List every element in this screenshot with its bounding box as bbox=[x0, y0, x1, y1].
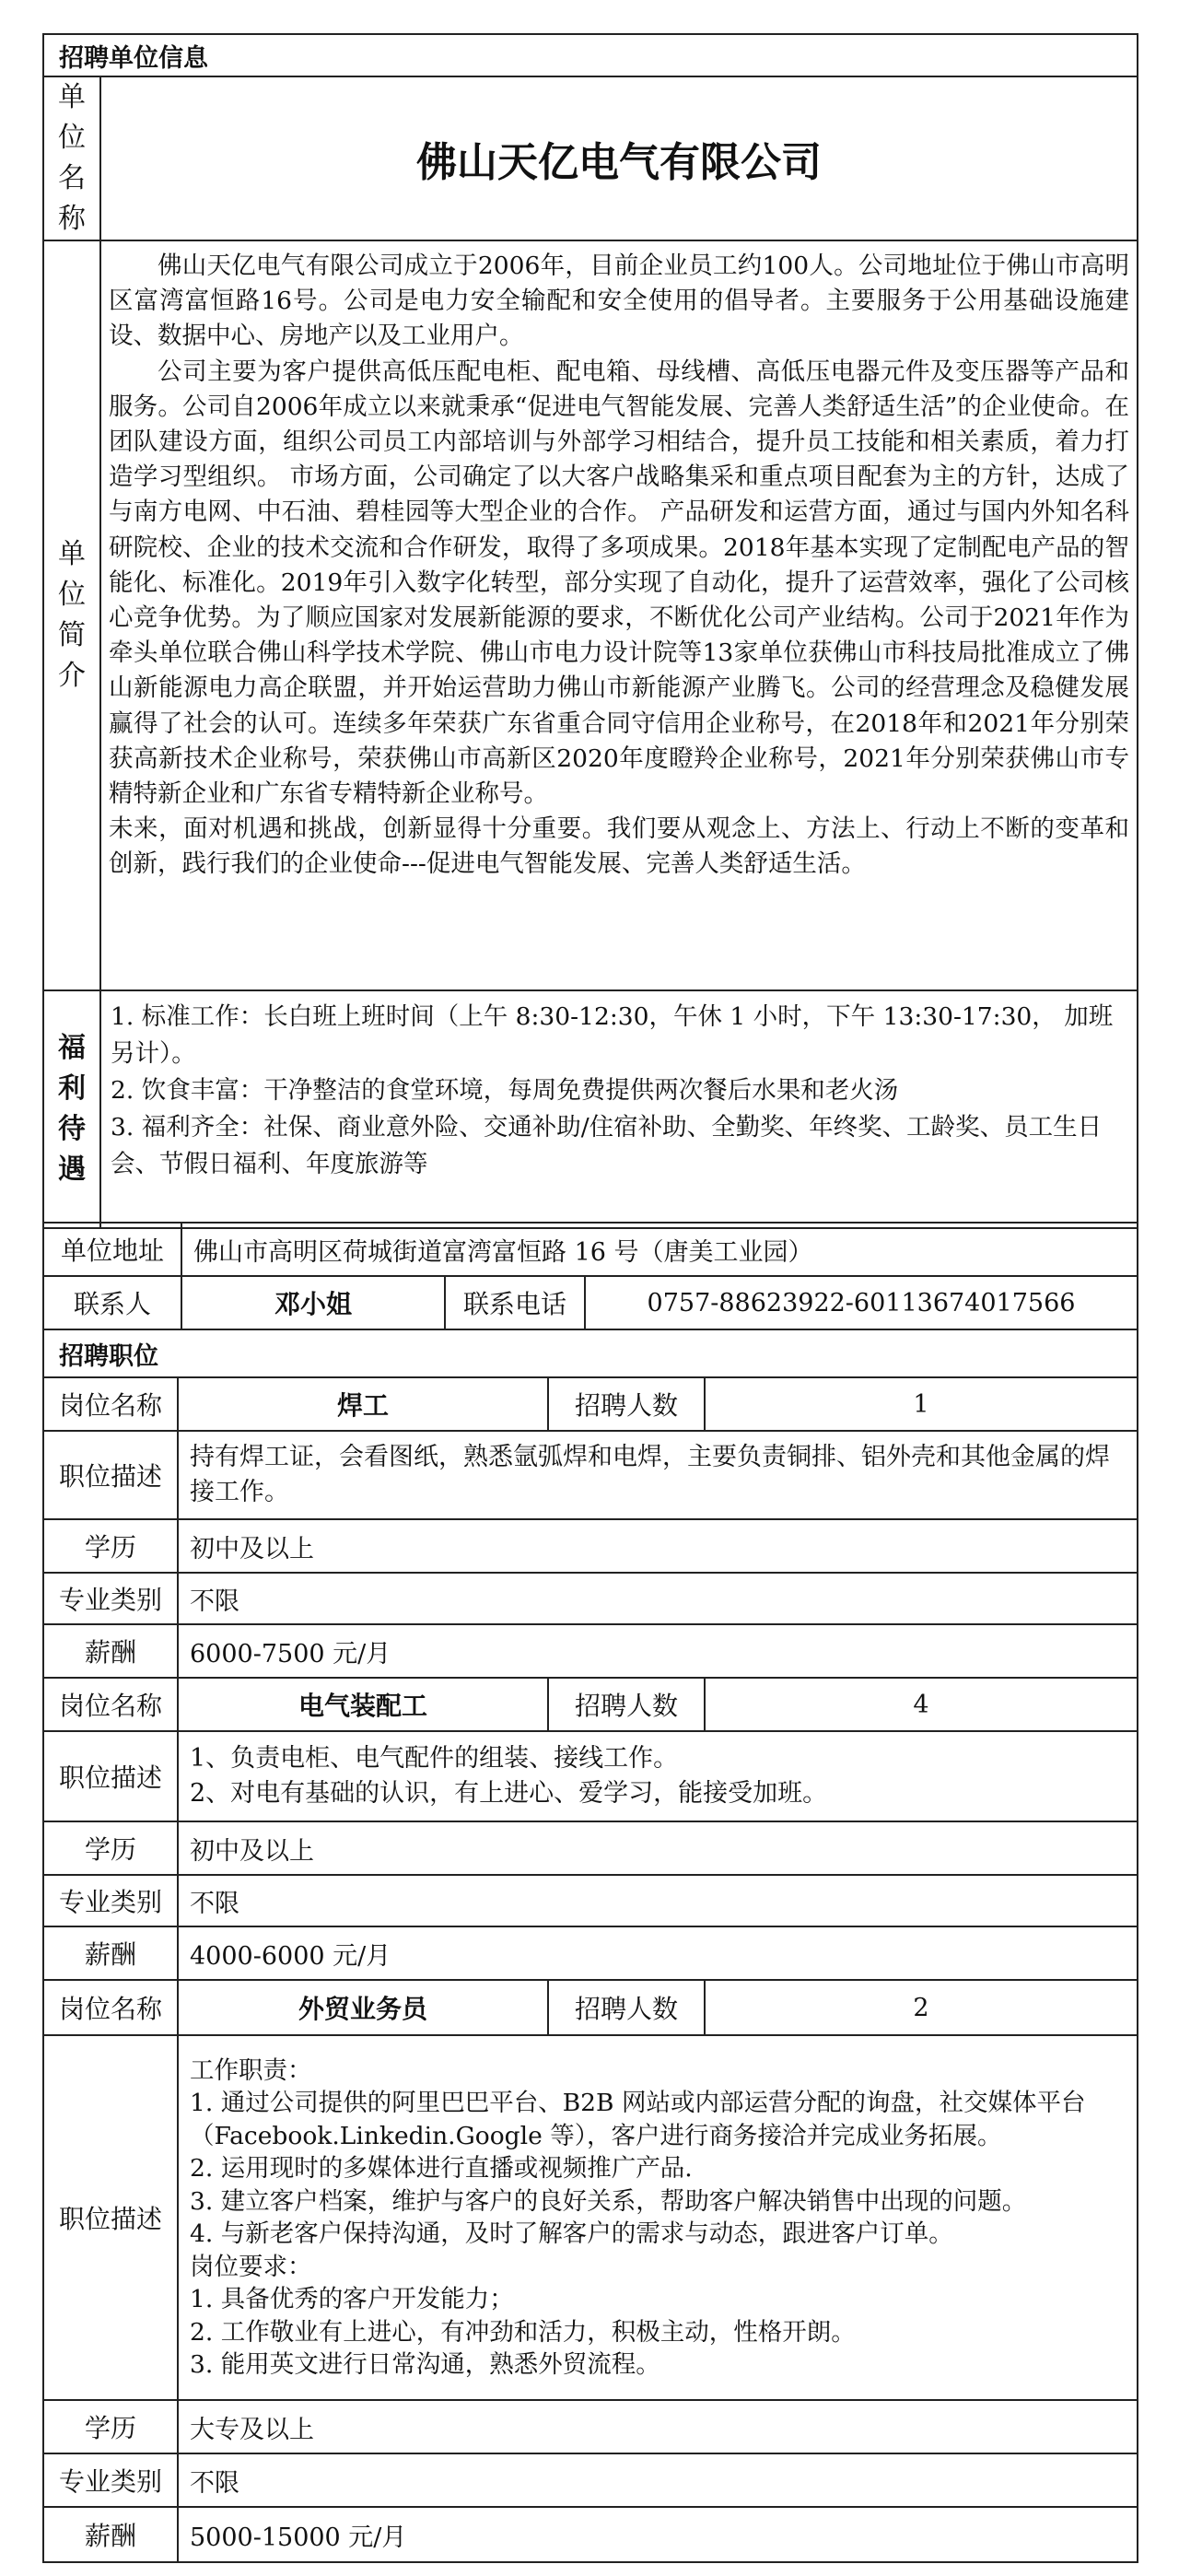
headcount-label: 招聘人数 bbox=[548, 1980, 705, 2035]
intro-paragraph: 公司主要为客户提供高低压配电柜、配电箱、母线槽、高低压电器元件及变压器等产品和服务。公司自2006年成立以来就秉承“促进电气智能发展、完善人类舒适生活”的企业使命。在团队建设方面，组织公司员工内部培训与外部学习相结合，提升员工技能和相关素质，着力打造学习型组织。 市场方面，公司确定了以大客户战略集采和重点项目配套为主的方针，达成了与南方电网、中石油、碧桂园等大型企业的合作。 产品研发和运营方面，通过与国内外知名科研院校、企业的技术交流和合作研发，取得了多项成果。2018年基本实现了定制配电产品的智能化、标准化。2019年引入数字化转型，部分实现了自动化，提升了运营效率，强化了公司核心竞争优势。为了顺应国家对发展新能源的要求，不断优化公司产业结构。公司于2021年作为牵头单位联合佛山科学技术学院、佛山市电力设计院等13家单位获佛山市科技局批准成立了佛山新能源电力高企联盟，并开始运营助力佛山市新能源产业腾飞。公司的经营理念及稳健发展赢得了社会的认可。连续多年荣获广东省重合同守信用企业称号，在2018年和2021年分别荣获高新技术企业称号，荣获佛山市高新区2020年度瞪羚企业称号，2021年分别荣获佛山市专精特新企业和广东省专精特新企业称号。 bbox=[109, 357, 1129, 809]
job-description bbox=[178, 1731, 1138, 1821]
company-info-table bbox=[42, 33, 1138, 1229]
job-description bbox=[178, 2035, 1138, 2400]
education-label: 学历 bbox=[43, 2400, 178, 2453]
headcount-label: 招聘人数 bbox=[548, 1678, 705, 1731]
description-line: 4. 与新老客户保持沟通，及时了解客户的需求与动态，跟进客户订单。 bbox=[190, 2219, 953, 2248]
description-line: 3. 能用英文进行日常沟通，熟悉外贸流程。 bbox=[190, 2350, 660, 2379]
section-title-company: 招聘单位信息 bbox=[43, 34, 1138, 76]
major-label: 专业类别 bbox=[43, 1875, 178, 1926]
benefit-item: 2. 饮食丰富：干净整洁的食堂环境，每周免费提供两次餐后水果和老火汤 bbox=[111, 1076, 899, 1105]
intro-paragraph: 未来，面对机遇和挑战，创新显得十分重要。我们要从观念上、方法上、行动上不断的变革和创新，践行我们的企业使命---促进电气智能发展、完善人类舒适生活。 bbox=[109, 814, 1129, 879]
education-label: 学历 bbox=[43, 1519, 178, 1573]
major-label: 专业类别 bbox=[43, 2453, 178, 2507]
job-education: 初中及以上 bbox=[178, 1821, 1138, 1875]
job-major: 不限 bbox=[178, 2453, 1138, 2507]
job-salary: 4000-6000 元/月 bbox=[178, 1926, 1138, 1980]
education-label: 学历 bbox=[43, 1821, 178, 1875]
job-major: 不限 bbox=[178, 1875, 1138, 1926]
address-value: 佛山市高明区荷城街道富湾富恒路 16 号（唐美工业园） bbox=[181, 1223, 1138, 1276]
description-line: 持有焊工证，会看图纸，熟悉氩弧焊和电焊，主要负责铜排、铝外壳和其他金属的焊接工作。 bbox=[190, 1443, 1110, 1506]
description-line: 工作职责： bbox=[190, 2055, 312, 2085]
description-label: 职位描述 bbox=[43, 1431, 178, 1519]
benefit-item: 1. 标准工作：长白班上班时间（上午 8:30-12:30，午休 1 小时，下午 13:30-17:30， 加班另计）。 bbox=[111, 1002, 1114, 1068]
description-label: 职位描述 bbox=[43, 1731, 178, 1821]
description-line: 2. 工作敬业有上进心，有冲劲和活力，积极主动，性格开朗。 bbox=[190, 2317, 856, 2347]
phone-value: 0757-88623922-60113674017566 bbox=[585, 1276, 1138, 1329]
salary-label: 薪酬 bbox=[43, 2507, 178, 2562]
position-label: 岗位名称 bbox=[43, 1678, 178, 1731]
description-line: 3. 建立客户档案，维护与客户的良好关系，帮助客户解决销售中出现的问题。 bbox=[190, 2186, 1027, 2216]
job-education: 初中及以上 bbox=[178, 1519, 1138, 1573]
contact-label: 联系人 bbox=[43, 1276, 181, 1329]
job-education: 大专及以上 bbox=[178, 2400, 1138, 2453]
position-label: 岗位名称 bbox=[43, 1980, 178, 2035]
jobs-table bbox=[42, 1376, 1138, 2563]
intro-paragraph: 佛山天亿电气有限公司成立于2006年，目前企业员工约100人。公司地址位于佛山市高明区富湾富恒路16号。公司是电力安全输配和安全使用的倡导者。主要服务于公用基础设施建设、数据中心、房地产以及工业用户。 bbox=[109, 252, 1129, 351]
address-label: 单位地址 bbox=[43, 1223, 181, 1276]
description-line: 2、对电有基础的认识，有上进心、爱学习，能接受加班。 bbox=[190, 1779, 828, 1808]
job-salary: 5000-15000 元/月 bbox=[178, 2507, 1138, 2562]
company-intro bbox=[100, 240, 1138, 990]
position-label: 岗位名称 bbox=[43, 1377, 178, 1431]
job-headcount: 4 bbox=[705, 1678, 1138, 1731]
contact-name: 邓小姐 bbox=[181, 1276, 445, 1329]
headcount-label: 招聘人数 bbox=[548, 1377, 705, 1431]
description-line: 2. 运用现时的多媒体进行直播或视频推广产品. bbox=[190, 2154, 693, 2183]
description-line: 岗位要求： bbox=[190, 2252, 312, 2281]
job-title: 电气装配工 bbox=[178, 1678, 548, 1731]
benefits-label: 福 利 待 遇 bbox=[43, 990, 100, 1228]
salary-label: 薪酬 bbox=[43, 1624, 178, 1678]
benefit-item: 3. 福利齐全：社保、商业意外险、交通补助/住宿补助、全勤奖、年终奖、工龄奖、员工生日会、节假日福利、年度旅游等 bbox=[111, 1113, 1103, 1178]
description-label: 职位描述 bbox=[43, 2035, 178, 2400]
description-line: 1. 通过公司提供的阿里巴巴平台、B2B 网站或内部运营分配的询盘，社交媒体平台（Facebook.Linkedin.Google 等），客户进行商务接洽并完成业务拓展。 bbox=[190, 2089, 1086, 2150]
phone-label: 联系电话 bbox=[445, 1276, 585, 1329]
major-label: 专业类别 bbox=[43, 1573, 178, 1624]
description-line: 1. 具备优秀的客户开发能力； bbox=[190, 2285, 514, 2313]
job-description bbox=[178, 1431, 1138, 1519]
job-headcount: 2 bbox=[705, 1980, 1138, 2035]
contact-table bbox=[42, 1222, 1138, 1378]
job-major: 不限 bbox=[178, 1573, 1138, 1624]
job-salary: 6000-7500 元/月 bbox=[178, 1624, 1138, 1678]
company-name: 佛山天亿电气有限公司 bbox=[100, 76, 1138, 240]
job-title: 焊工 bbox=[178, 1377, 548, 1431]
job-title: 外贸业务员 bbox=[178, 1980, 548, 2035]
company-name-label: 单 位 名 称 bbox=[43, 76, 100, 240]
description-line: 1、负责电柜、电气配件的组装、接线工作。 bbox=[190, 1744, 679, 1773]
company-intro-label: 单 位 简 介 bbox=[43, 240, 100, 990]
benefits-list bbox=[100, 990, 1138, 1228]
job-headcount: 1 bbox=[705, 1377, 1138, 1431]
salary-label: 薪酬 bbox=[43, 1926, 178, 1980]
section-title-jobs: 招聘职位 bbox=[43, 1329, 1138, 1377]
